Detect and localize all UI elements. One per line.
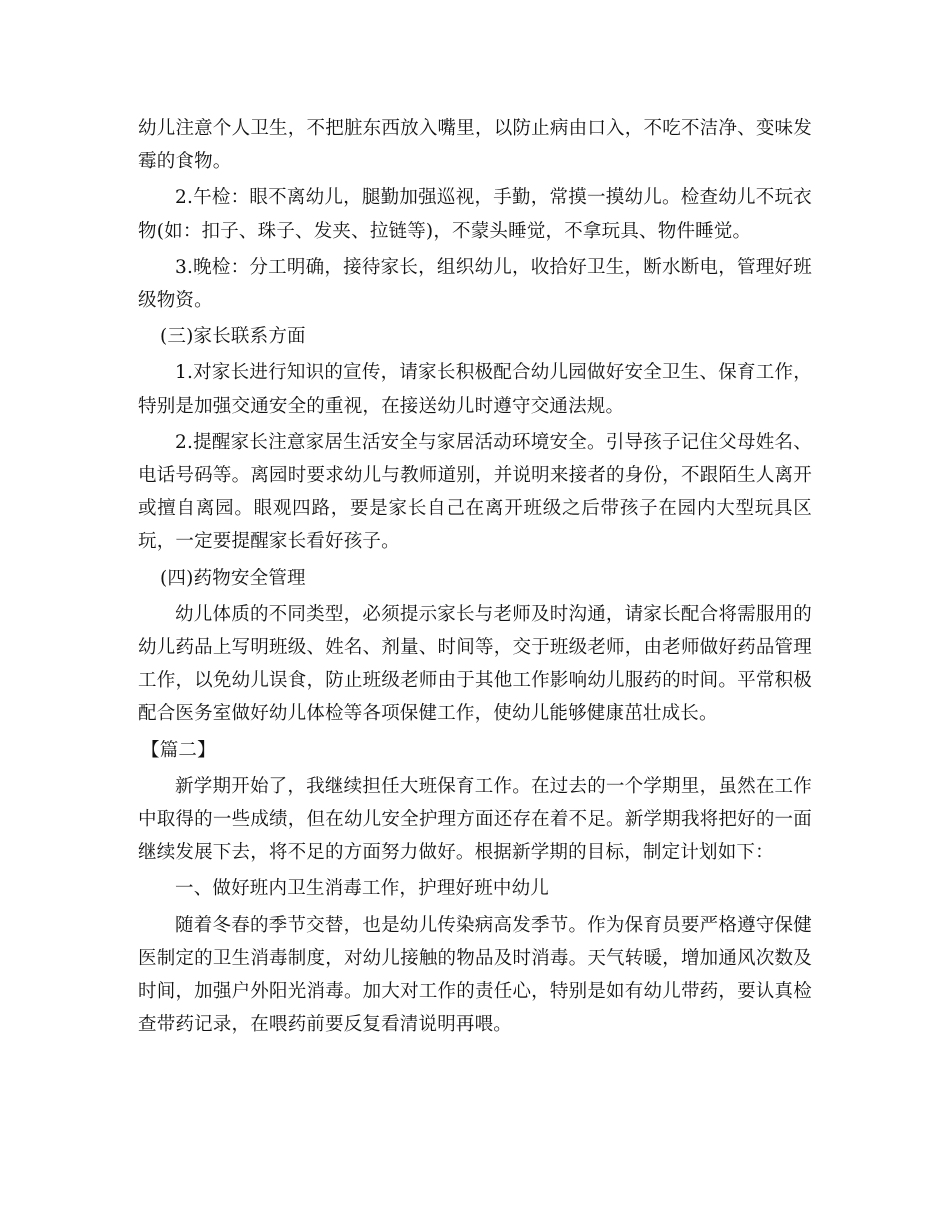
document-body [138, 112, 812, 1044]
paragraph-new-semester: 新学期开始了，我继续担任大班保育工作。在过去的一个学期里，虽然在工作中取得的一些成绩，但在幼儿安全护理方面还存在着不足。新学期我将把好的一面继续发展下去，将不足的方面努力做好。根据新学期的目标，制定计划如下： [138, 775, 812, 864]
paragraph-medicine-management: 幼儿体质的不同类型，必须提示家长与老师及时沟通，请家长配合将需服用的幼儿药品上写明班级、姓名、剂量、时间等，交于班级老师，由老师做好药品管理工作，以免幼儿误食，防止班级老师由于其他工作影响幼儿服药的时间。平常积极配合医务室做好幼儿体检等各项保健工作，使幼儿能够健康茁壮成长。 [138, 603, 812, 725]
section-heading-parent-contact: (三)家长联系方面 [160, 326, 306, 348]
section-heading-disinfection: 一、做好班内卫生消毒工作，护理好班中幼儿 [175, 878, 550, 900]
paragraph-noon-check: 2.午检：眼不离幼儿，腿勤加强巡视，手勤，常摸一摸幼儿。检查幼儿不玩衣物(如：扣子、珠子、发夹、拉链等)，不蒙头睡觉，不拿玩具、物件睡觉。 [138, 187, 812, 242]
paragraph-hygiene-continuation: 幼儿注意个人卫生，不把脏东西放入嘴里，以防止病由口入，不吃不洁净、变味发霉的食物。 [138, 118, 812, 173]
paragraph-parent-reminder: 2.提醒家长注意家居生活安全与家居活动环境安全。引导孩子记住父母姓名、电话号码等。离园时要求幼儿与教师道别，并说明来接者的身份，不跟陌生人离开或擅自离园。眼观四路，要是家长自己在离开班级之后带孩子在园内大型玩具区玩，一定要提醒家长看好孩子。 [138, 431, 812, 553]
paragraph-season-disinfection: 随着冬春的季节交替，也是幼儿传染病高发季节。作为保育员要严格遵守保健医制定的卫生消毒制度，对幼儿接触的物品及时消毒。天气转暖，增加通风次数及时间，加强户外阳光消毒。加大对工作的责任心，特别是如有幼儿带药，要认真检查带药记录，在喂药前要反复看清说明再喂。 [138, 914, 812, 1036]
paragraph-parent-publicity: 1.对家长进行知识的宣传，请家长积极配合幼儿园做好安全卫生、保育工作，特别是加强交通安全的重视，在接送幼儿时遵守交通法规。 [138, 362, 812, 417]
paragraph-evening-check: 3.晚检：分工明确，接待家长，组织幼儿，收拾好卫生，断水断电，管理好班级物资。 [138, 256, 812, 312]
part-heading-two: 【篇二】 [141, 739, 216, 761]
section-heading-medicine-safety: (四)药物安全管理 [160, 567, 306, 589]
